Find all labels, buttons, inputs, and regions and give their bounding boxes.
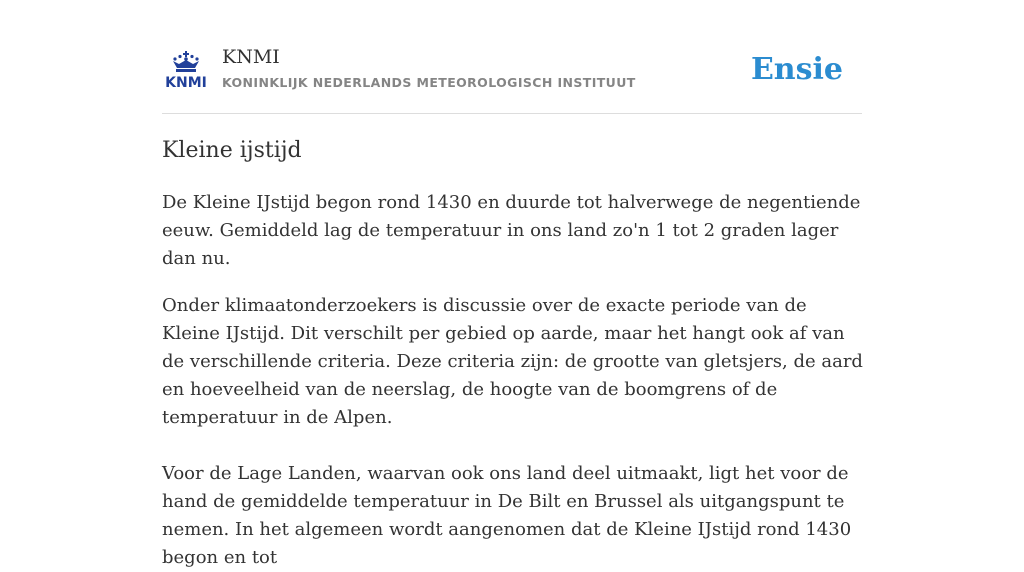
page bbox=[162, 0, 863, 568]
org-name: KNMI bbox=[222, 46, 280, 68]
logo-text: KNMI bbox=[165, 75, 207, 91]
article-title: Kleine ijstijd bbox=[162, 138, 302, 163]
header bbox=[162, 0, 862, 114]
paragraph: De Kleine IJstijd begon rond 1430 en duurde tot halverwege de negentiende eeuw. Gemiddeld lag de temperatuur in ons land zo'n 1 tot 2 graden lager dan nu. bbox=[162, 192, 861, 269]
paragraph: Onder klimaatonderzoekers is discussie over de exacte periode van de Kleine IJstijd. Dit verschilt per gebied op aarde, maar het hangt ook af van de verschillende criteria. Deze criteria zijn: de grootte van gletsjers, de aard en hoeveelheid van de neerslag, de hoogte van de boomgrens of de temperatuur in de Alpen. bbox=[162, 295, 863, 428]
ensie-brand-logo[interactable]: Ensie bbox=[750, 52, 843, 87]
paragraph: Voor de Lage Landen, waarvan ook ons land deel uitmaakt, ligt het voor de hand de gemiddelde temperatuur in De Bilt en Brussel als uitgangspunt te nemen. In het algemeen wordt aangenomen dat de Kleine IJstijd rond 1430 begon en tot bbox=[162, 463, 852, 568]
crown-icon bbox=[173, 51, 199, 72]
org-full-name: KONINKLIJK NEDERLANDS METEOROLOGISCH INSTITUUT bbox=[222, 75, 636, 90]
article-body bbox=[162, 189, 868, 572]
knmi-logo[interactable] bbox=[164, 51, 208, 89]
